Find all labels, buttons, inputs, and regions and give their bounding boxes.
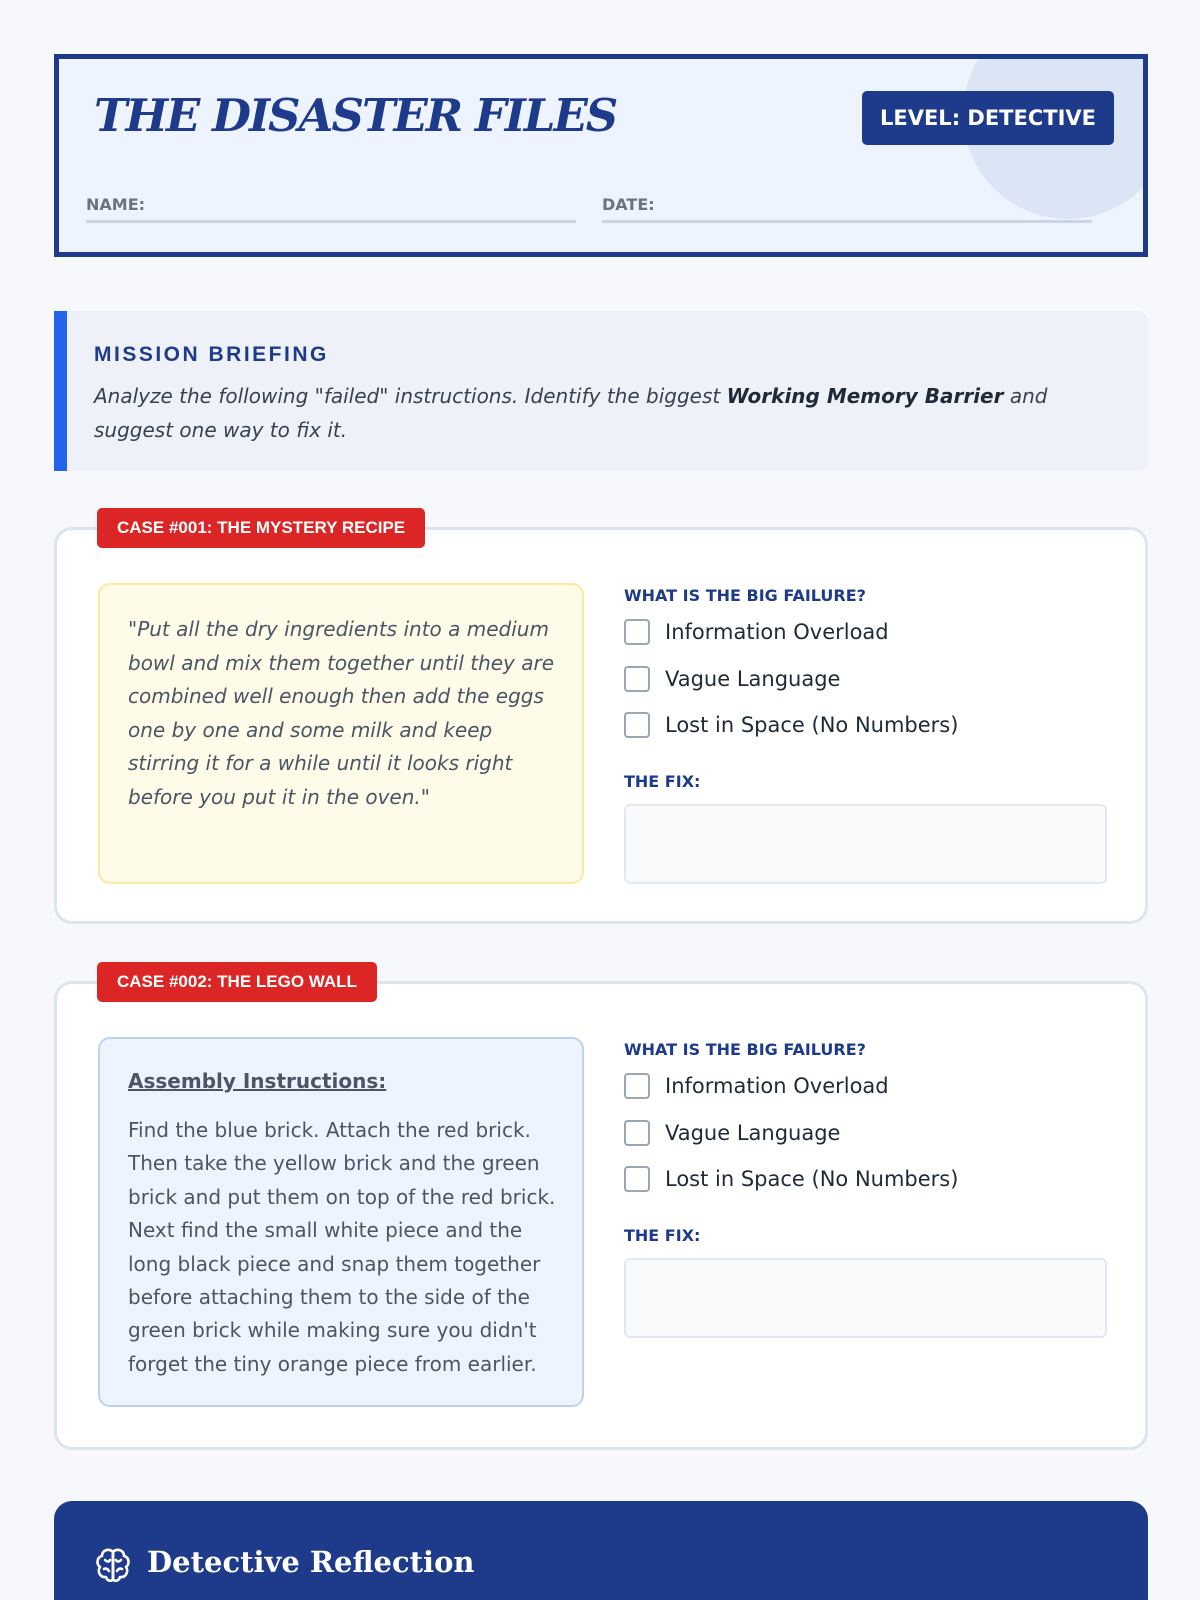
- briefing-text: [94, 379, 1124, 447]
- checkbox[interactable]: [624, 1166, 650, 1192]
- option-label: Lost in Space (No Numbers): [665, 1167, 959, 1191]
- briefing-text-bold: Working Memory Barrier: [726, 384, 1004, 408]
- level-badge: LEVEL: DETECTIVE: [862, 91, 1114, 145]
- fix-input[interactable]: [624, 1258, 1107, 1338]
- option-information-overload[interactable]: [624, 1073, 889, 1099]
- briefing-heading: MISSION BRIEFING: [94, 343, 329, 366]
- fix-label: THE FIX:: [624, 1226, 701, 1245]
- name-label: NAME:: [86, 195, 146, 214]
- failure-question-label: WHAT IS THE BIG FAILURE?: [624, 586, 866, 605]
- option-label: Information Overload: [665, 620, 889, 644]
- recipe-quote-box: [98, 583, 584, 884]
- mission-briefing: [54, 311, 1148, 471]
- brain-icon: [94, 1546, 132, 1584]
- case-card-1: [54, 527, 1148, 924]
- page-title: THE DISASTER FILES: [94, 89, 617, 142]
- checkbox[interactable]: [624, 666, 650, 692]
- case-card-2: [54, 981, 1148, 1450]
- checkbox[interactable]: [624, 1120, 650, 1146]
- date-field[interactable]: [602, 220, 1092, 223]
- option-vague-language[interactable]: [624, 666, 840, 692]
- option-information-overload[interactable]: [624, 619, 889, 645]
- failure-question-label: WHAT IS THE BIG FAILURE?: [624, 1040, 866, 1059]
- option-label: Information Overload: [665, 1074, 889, 1098]
- worksheet-header: [54, 54, 1148, 257]
- detective-reflection: [54, 1501, 1148, 1600]
- case-tag-1: CASE #001: THE MYSTERY RECIPE: [97, 508, 425, 548]
- lego-instructions-box: [98, 1037, 584, 1407]
- checkbox[interactable]: [624, 619, 650, 645]
- reflection-title: Detective Reflection: [147, 1545, 475, 1579]
- date-label: DATE:: [602, 195, 655, 214]
- briefing-text-part: Analyze the following "failed" instructions. Identify the biggest: [94, 384, 727, 408]
- fix-input[interactable]: [624, 804, 1107, 884]
- fix-label: THE FIX:: [624, 772, 701, 791]
- option-vague-language[interactable]: [624, 1120, 840, 1146]
- checkbox[interactable]: [624, 1073, 650, 1099]
- case-tag-2: CASE #002: THE LEGO WALL: [97, 962, 377, 1002]
- option-label: Vague Language: [665, 667, 841, 691]
- name-field[interactable]: [86, 220, 576, 223]
- option-label: Vague Language: [665, 1121, 841, 1145]
- checkbox[interactable]: [624, 712, 650, 738]
- assembly-title: Assembly Instructions:: [128, 1069, 387, 1093]
- option-lost-in-space[interactable]: [624, 1166, 958, 1192]
- option-lost-in-space[interactable]: [624, 712, 958, 738]
- option-label: Lost in Space (No Numbers): [665, 713, 959, 737]
- recipe-quote: "Put all the dry ingredients into a medium bowl and mix them together until they are combined well enough then add the eggs one by one and some milk and keep stirring it for a while until it looks right before you put it in the oven.": [128, 617, 555, 809]
- briefing-text-part: and suggest one way to fix it.: [94, 384, 1048, 442]
- assembly-text: Find the blue brick. Attach the red brick. Then take the yellow brick and the green brick and put them on top of the red brick. Next find the small white piece and the long black piece and snap them together before attaching them to the side of the green brick while making sure you didn't forget the tiny orange piece from earlier.: [128, 1118, 556, 1376]
